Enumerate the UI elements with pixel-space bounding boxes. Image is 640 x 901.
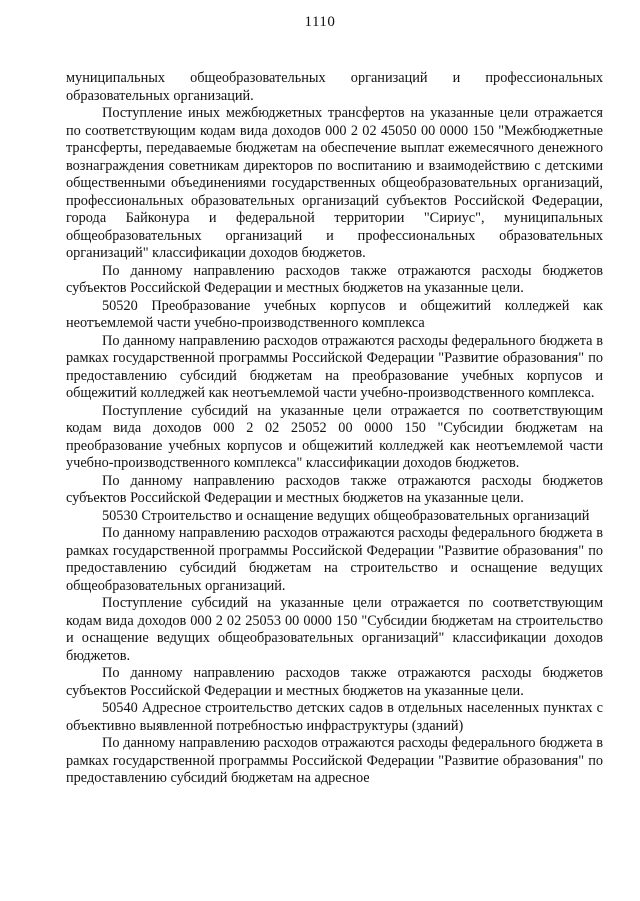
paragraph: По данному направлению расходов также отражаются расходы бюджетов субъектов Российской Федерации и местных бюджетов на указанные цели. [66, 665, 603, 699]
page-number: 1110 [304, 14, 336, 30]
section-heading-50530: 50530 Строительство и оснащение ведущих общеобразовательных организаций [102, 507, 590, 524]
paragraph: Поступление субсидий на указанные цели отражается по соответствующим кодам вида доходов 000 2 02 25053 00 0000 150 "Субсидии бюджетам на строительство и оснащение ведущих общеобразовательных организаций" классификации доходов бюджетов. [66, 595, 603, 664]
paragraph: Поступление субсидий на указанные цели отражается по соответствующим кодам вида доходов 000 2 02 25052 00 0000 150 "Субсидии бюджетам на преобразование учебных корпусов и общежитий колледжей как неотъемлемой части учебно-производственного комплекса" классификации доходов бюджетов. [66, 402, 603, 471]
paragraph: По данному направлению расходов отражаются расходы федерального бюджета в рамках государственной программы Российской Федерации "Развитие образования" по предоставлению субсидий бюджетам на строительство и оснащение ведущих общеобразовательных организаций. [66, 525, 603, 594]
paragraph: По данному направлению расходов отражаются расходы федерального бюджета в рамках государственной программы Российской Федерации "Развитие образования" по предоставлению субсидий бюджетам на адресное [66, 735, 603, 786]
section-heading-50540: 50540 Адресное строительство детских садов в отдельных населенных пунктах с объективно выявленной потребностью инфраструктуры (зданий) [66, 700, 603, 734]
paragraph: По данному направлению расходов также отражаются расходы бюджетов субъектов Российской Федерации и местных бюджетов на указанные цели. [66, 262, 603, 296]
paragraph: Поступление иных межбюджетных трансфертов на указанные цели отражается по соответствующим кодам вида доходов 000 2 02 45050 00 0000 150 "Межбюджетные трансферты, передаваемые бюджетам на обеспечение выплат ежемесячного денежного вознаграждения советникам директоров по воспитанию и взаимодействию с детскими общественными объединениями государственных общеобразовательных организаций, профессиональных образовательных организаций субъектов Российской Федерации, города Байконура и федеральной территории "Сириус", муниципальных общеобразовательных организаций и профессиональных образовательных организаций" классификации доходов бюджетов. [66, 105, 603, 261]
document-body [66, 70, 603, 788]
paragraph: По данному направлению расходов отражаются расходы федерального бюджета в рамках государственной программы Российской Федерации "Развитие образования" по предоставлению субсидий бюджетам на преобразование учебных корпусов и общежитий колледжей как неотъемлемой части учебно-производственного комплекса. [66, 332, 603, 401]
section-heading-50520: 50520 Преобразование учебных корпусов и общежитий колледжей как неотъемлемой части учебно-производственного комплекса [66, 297, 603, 331]
paragraph: По данному направлению расходов также отражаются расходы бюджетов субъектов Российской Федерации и местных бюджетов на указанные цели. [66, 472, 603, 506]
paragraph: муниципальных общеобразовательных организаций и профессиональных образовательных организаций. [66, 70, 603, 104]
